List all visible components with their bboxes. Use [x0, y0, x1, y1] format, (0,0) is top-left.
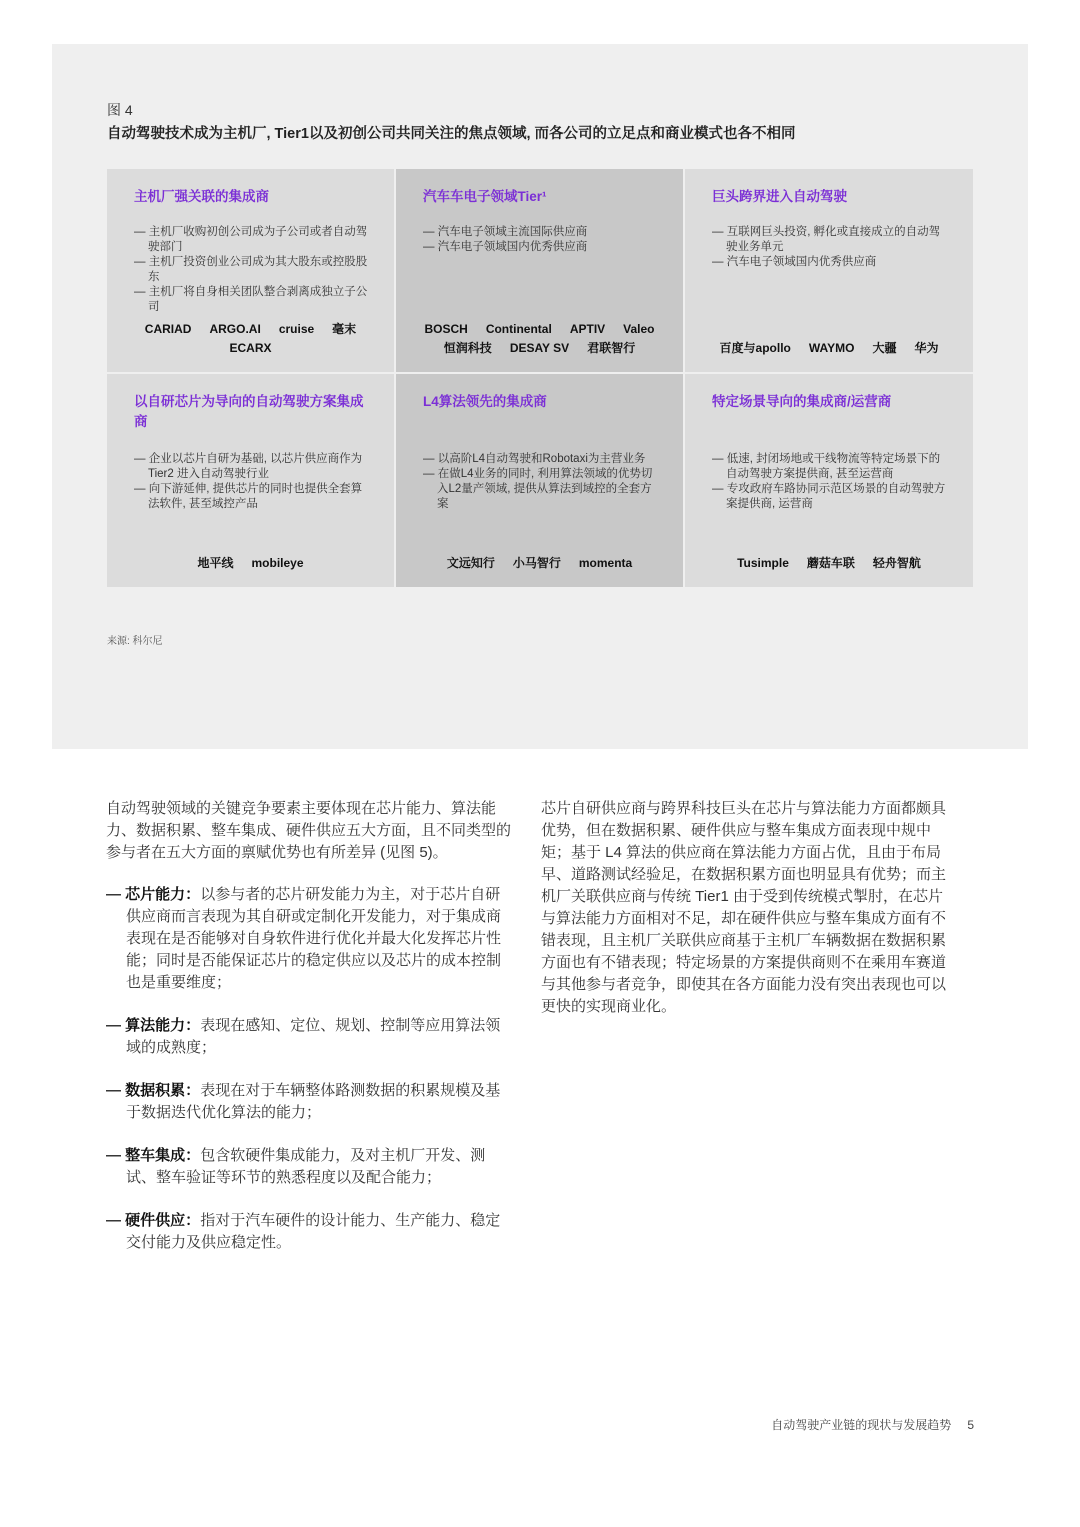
company-name: Valeo — [623, 322, 655, 336]
category-item: — 主机厂将自身相关团队整合剥离成独立子公司 — [134, 285, 372, 315]
category-items — [134, 452, 372, 512]
category-item: — 汽车电子领域国内优秀供应商 — [423, 240, 661, 255]
factor-text: 表现在感知、定位、规划、控制等应用算法领域的成熟度； — [126, 1017, 501, 1056]
category-title: 主机厂强关联的集成商 — [134, 189, 269, 204]
category-item: — 汽车电子领域主流国际供应商 — [423, 225, 661, 240]
factor-item — [106, 1210, 512, 1254]
company-name: APTIV — [569, 322, 606, 336]
category-title: 巨头跨界进入自动驾驶 — [712, 189, 847, 204]
company-logos — [685, 554, 973, 573]
category-cell-l4-integrators — [396, 374, 685, 589]
company-name: 轻舟智航 — [872, 556, 921, 570]
category-item: — 专攻政府车路协同示范区场景的自动驾驶方案提供商, 运营商 — [712, 482, 951, 512]
company-name: 地平线 — [197, 556, 234, 570]
company-name: ARGO.AI — [209, 322, 261, 336]
category-item: — 互联网巨头投资, 孵化或直接成立的自动驾驶业务单元 — [712, 225, 951, 255]
company-name: WAYMO — [808, 341, 855, 355]
category-item: — 以高阶L4自动驾驶和Robotaxi为主营业务 — [423, 452, 661, 467]
page-number: 5 — [967, 1418, 974, 1432]
category-item: — 主机厂收购初创公司成为子公司或者自动驾驶部门 — [134, 225, 372, 255]
company-name: cruise — [278, 322, 315, 336]
company-logos — [396, 554, 683, 573]
right-column — [541, 798, 947, 1018]
company-name: 百度与apollo — [719, 341, 791, 355]
factor-item — [106, 1015, 512, 1059]
category-item: — 主机厂投资创业公司成为其大股东或控股股东 — [134, 255, 372, 285]
company-category-grid — [107, 169, 975, 589]
company-name: 大疆 — [872, 341, 897, 355]
figure-panel — [52, 44, 1028, 749]
company-logos — [685, 339, 973, 358]
category-cell-tier1 — [396, 169, 685, 374]
factor-term: 数据积累： — [125, 1082, 201, 1099]
category-cell-tech-giants — [685, 169, 975, 374]
company-logos — [107, 320, 394, 358]
company-name: BOSCH — [424, 322, 468, 336]
page-footer — [771, 1416, 974, 1433]
category-item: — 向下游延伸, 提供芯片的同时也提供全套算法软件, 甚至域控产品 — [134, 482, 372, 512]
company-logos — [396, 320, 683, 358]
factor-term: 硬件供应： — [125, 1212, 201, 1229]
company-name: mobileye — [251, 556, 304, 570]
company-name: momenta — [578, 556, 633, 570]
figure-label: 图 4 — [107, 102, 133, 118]
company-name: 文远知行 — [446, 556, 495, 570]
analysis-paragraph: 芯片自研供应商与跨界科技巨头在芯片与算法能力方面都颇具优势，但在数据积累、硬件供应与整车集成方面表现中规中矩；基于 L4 算法的供应商在算法能力方面占优，且由于布局早、道路测试经验足，在数据积累方面也明显具有优势；而主机厂关联供应商与传统 Tier1 由于受到传统模式掣肘，在芯片与算法能力方面相对不足，却在硬件供应与整车集成方面有不错表现，且主机厂关联供应商基于主机厂车辆数据在数据积累方面也有不错表现；特定场景的方案提供商则不在乘用车赛道与其他参与者竞争，即使其在各方面能力没有突出表现也可以更快的实现商业化。 — [541, 800, 947, 1015]
category-items — [712, 225, 951, 270]
company-name: ECARX — [229, 341, 272, 355]
company-name: Continental — [485, 322, 552, 336]
intro-paragraph: 自动驾驶领域的关键竞争要素主要体现在芯片能力、算法能力、数据积累、整车集成、硬件供应五大方面，且不同类型的参与者在五大方面的禀赋优势也有所差异 (见图 5)。 — [106, 800, 512, 861]
company-name: CARIAD — [144, 322, 192, 336]
category-item: — 在做L4业务的同时, 利用算法领域的优势切入L2量产领域, 提供从算法到域控的全套方案 — [423, 467, 661, 512]
company-name: 小马智行 — [512, 556, 561, 570]
category-item: — 低速, 封闭场地或干线物流等特定场景下的自动驾驶方案提供商, 甚至运营商 — [712, 452, 951, 482]
company-name: 君联智行 — [587, 341, 636, 355]
footer-title: 自动驾驶产业链的现状与发展趋势 — [771, 1418, 952, 1432]
category-title: 以自研芯片为导向的自动驾驶方案集成商 — [134, 394, 364, 429]
category-items — [423, 452, 661, 512]
factor-text: 包含软硬件集成能力，及对主机厂开发、测试、整车验证等环节的熟悉程度以及配合能力； — [126, 1147, 486, 1186]
factor-item — [106, 884, 512, 994]
category-title: 汽车车电子领域Tier¹ — [423, 189, 547, 204]
category-item: — 汽车电子领域国内优秀供应商 — [712, 255, 951, 270]
figure-source: 来源: 科尔尼 — [107, 636, 163, 647]
factor-text: 表现在对于车辆整体路测数据的积累规模及基于数据迭代优化算法的能力； — [126, 1082, 501, 1121]
factor-item — [106, 1145, 512, 1189]
company-logos — [107, 554, 394, 573]
company-name: 恒润科技 — [443, 341, 492, 355]
category-cell-scenario-operators — [685, 374, 975, 589]
factor-text: 以参与者的芯片研发能力为主，对于芯片自研供应商而言表现为其自研或定制化开发能力，对于集成商表现在是否能够对自身软件进行优化并最大化发挥芯片性能；同时是否能保证芯片的稳定供应以及芯片的成本控制也是重要维度； — [126, 886, 502, 991]
category-title: 特定场景导向的集成商/运营商 — [712, 394, 892, 409]
category-items — [423, 225, 661, 255]
factor-term: 算法能力： — [125, 1017, 201, 1034]
category-items — [712, 452, 951, 512]
category-title: L4算法领先的集成商 — [423, 394, 547, 409]
company-name: 华为 — [914, 341, 939, 355]
category-cell-oem — [107, 169, 396, 374]
company-name: DESAY SV — [509, 341, 570, 355]
factor-term: 芯片能力： — [125, 886, 201, 903]
category-item: — 企业以芯片自研为基础, 以芯片供应商作为Tier2 进入自动驾驶行业 — [134, 452, 372, 482]
category-items — [134, 225, 372, 315]
category-cell-chip-integrators — [107, 374, 396, 589]
factor-text: 指对于汽车硬件的设计能力、生产能力、稳定交付能力及供应稳定性。 — [126, 1212, 501, 1251]
factor-list — [106, 884, 512, 1254]
company-name: 蘑菇车联 — [806, 556, 855, 570]
company-name: Tusimple — [737, 556, 789, 570]
left-column — [106, 798, 512, 1275]
figure-title: 自动驾驶技术成为主机厂, Tier1以及初创公司共同关注的焦点领域, 而各公司的立足点和商业模式也各不相同 — [107, 126, 796, 142]
factor-term: 整车集成： — [125, 1147, 201, 1164]
factor-item — [106, 1080, 512, 1124]
company-name: 毫末 — [332, 322, 357, 336]
